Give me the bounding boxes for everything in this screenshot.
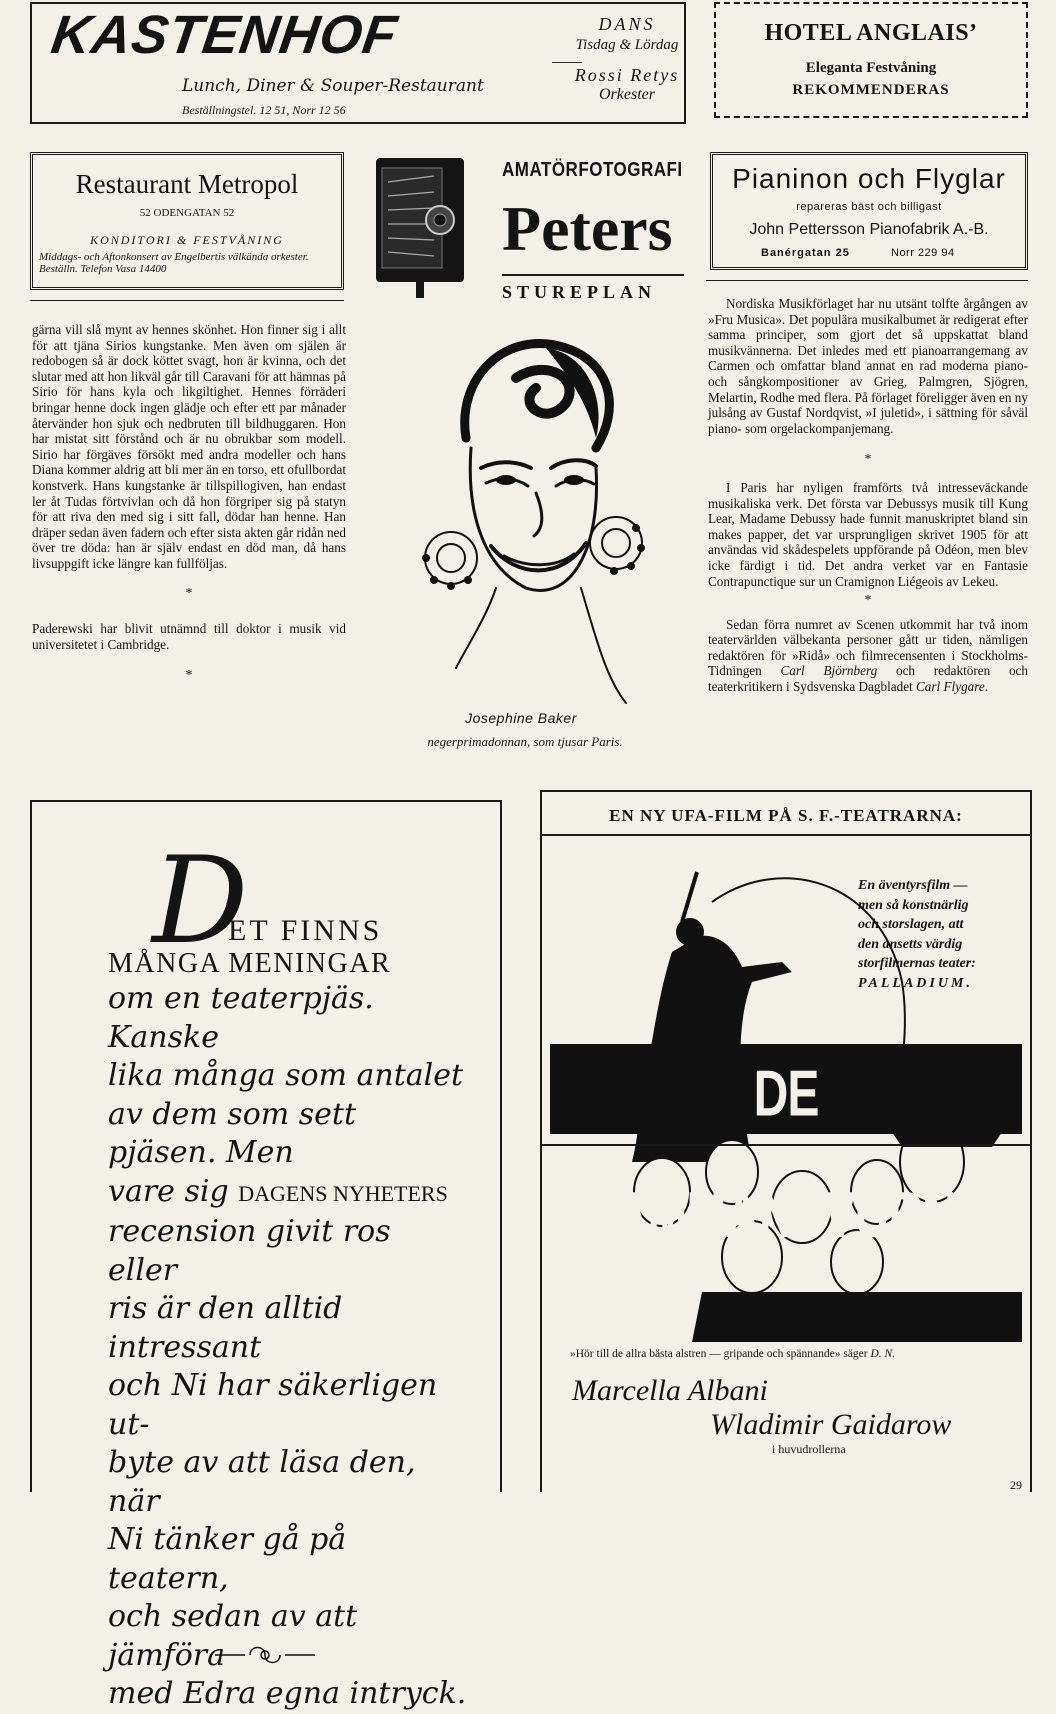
ufa-blurb-line: PALLADIUM.: [858, 975, 973, 991]
metropol-line: KONDITORI & FESTVÅNING: [90, 233, 284, 247]
camera-icon: [368, 152, 474, 300]
film-title: DE SAMMANSVURNA: [582, 1058, 990, 1252]
pianinon-line1: repareras bäst och billigast: [796, 201, 942, 213]
quote-text: »Hör till de allra bästa alstren — gripande och spännande» säger: [570, 1348, 871, 1360]
pianinon-title: Pianinon och Flyglar: [732, 163, 1006, 194]
dn-script-line: om en teaterpjäs. Kanske: [108, 981, 374, 1055]
ufa-header: EN NY UFA-FILM PÅ S. F.-TEATRARNA:: [609, 806, 963, 825]
ufa-quote: [570, 1348, 895, 1360]
article-left-body: gärna vill slå mynt av hennes skönhet. Hon finner sig i allt för att tjäna Sirios kungstanke. Men även om själen är redobogen så är dock köttet svagt, hon är kvinna, och det slutar med att hon likväl går till Caravani för att hämnas på Sirio för hans kyla och likgiltighet. Hennes förräderi bringar henne dock ingen glädje och efter ett par månader återvänder hon sjuk och nedbruten till bildhuggaren. Hon har mistat sitt förstånd och är nu obrukbar som modell. Sirio har förgäves försökt med andra modeller och hans Diana kommer aldrig att bli mer än en torso, ett ofullbordat konstverk. Hans kungstanke är tillspillogiven, han endast ler åt Tudas förtvivlan och då hon förgriper sig på statyn för att riva den med sig i sitt fall, dödar han henne. Han dräper sedan även fadern och efter sista akten går ridån ned över tre döda: han är själv endast en död man, då hans livsuppgift icke längre kan fullföljas.: [32, 322, 346, 571]
article-right: [708, 296, 1028, 695]
dans-title: DANS: [598, 14, 656, 34]
hotel-anglais-ad: [714, 2, 1028, 118]
ornament-icon: [210, 1640, 320, 1670]
kastenhof-name: KASTENHOF: [47, 5, 402, 65]
pianinon-street: Banérgatan 25: [761, 247, 850, 259]
dn-newspaper-name: DAGENS NYHETERS: [238, 1180, 448, 1206]
peters-name: Peters: [502, 193, 673, 264]
pianinon-line2: John Pettersson Pianofabrik A.-B.: [749, 221, 989, 238]
anglais-line2: REKOMMENDERAS: [792, 82, 950, 98]
dans-orchestra: Orkester: [599, 86, 655, 103]
portrait-caption-name: Josephine Baker: [465, 710, 577, 726]
article-right-p2: I Paris har nyligen framförts två intressevāckande musikaliska verk. Det första var Debussys musik till Kung Lear, Madame Debussy hade funnit manuskriptet bland sin makes papper, det var ursprungligen skrivet 1905 för att användas vid skådespelets uppförande på Odéon, men blev icke färdigt i tid. Det andra verket var en Fantasie Contrapunctique sur un Cramignon Liégeois av Lekeu.: [708, 479, 1028, 589]
dn-script-line: och sedan av att jämföra: [108, 1599, 358, 1673]
star-separator: *: [864, 452, 872, 468]
dn-script-line: byte av att läsa den, när: [108, 1445, 416, 1519]
dn-script-line: [108, 1173, 468, 1214]
dn-script-line: med Edra egna intryck.: [108, 1676, 467, 1711]
p3-text-a: Sedan förra numret av Scenen utkommit har två inom teatervärlden välbekanta personer gått ur tiden, nämligen redaktören för »Ridå» och filmrecensenten i Stockholms-Tidningen: [708, 616, 1028, 679]
metropol-small: Middags- och Aftonkonsert av Engelbertis välkända orkester. Beställn. Telefon Vasa 14400: [39, 251, 309, 275]
metropol-ad: [30, 152, 344, 290]
p3-name-1: Carl Björnberg: [780, 663, 878, 679]
actor-2: Wladimir Gaidarow: [710, 1408, 952, 1441]
pianinon-phone: Norr 229 94: [891, 247, 955, 259]
article-right-p1: Nordiska Musikförlaget har nu utsänt tolfte årgången av »Fru Musica». Det populära musikalbumet är redigerat efter samma principer, som gjort det så uppskattat bland musikvännerna. Det inledes med ett pianoarrangemang av Carmen och omfattar bland annat en rad moderna piano- och sångkompositioner av Grieg, Palmgren, Sjögren, Melartin, Rodhe med flera. På förlaget föreligger även en ny julsång av Gustaf Nordqvist, »I juletid», i sättning för såväl piano- som orgelackompanjemang.: [708, 296, 1028, 436]
dn-script-line: och Ni har säkerligen ut-: [108, 1368, 438, 1442]
quote-source: D. N.: [870, 1348, 896, 1360]
metropol-address: 52 ODENGATAN 52: [139, 207, 235, 219]
anglais-line1: Eleganta Festvåning: [805, 60, 937, 76]
dn-script-4-pre: vare sig: [108, 1173, 229, 1209]
peters-bottom: STUREPLAN: [502, 282, 657, 302]
article-left: [32, 322, 346, 684]
roles-text: i huvudrollerna: [772, 1442, 846, 1456]
pianinon-ad: [710, 152, 1028, 270]
dans-band: Rossi Retys: [574, 65, 680, 85]
paderewski-note: Paderewski har blivit utnämnd till doktor i musik vid universitetet i Cambridge.: [32, 621, 346, 652]
dn-line2: MÅNGA MENINGAR: [108, 948, 392, 979]
peters-ad: [480, 152, 690, 302]
dn-script-line: Ni tänker gå på teatern,: [108, 1522, 347, 1596]
josephine-baker-portrait: [396, 318, 646, 708]
ufa-blurb-line: och storslagen, att: [858, 917, 964, 932]
p3-name-2: Carl Flygare: [916, 679, 985, 695]
ufa-blurb-line: men så konstnärlig: [858, 897, 969, 913]
dagens-nyheter-ad: [30, 800, 502, 1711]
dn-line1: ET FINNS: [228, 914, 383, 947]
dn-initial: D: [152, 832, 249, 971]
ufa-blurb-line: En äventyrsfilm —: [858, 878, 968, 893]
actor-1: Marcella Albani: [572, 1374, 768, 1407]
star-separator: *: [864, 593, 872, 609]
kastenhof-phone: Beställningstel. 12 51, Norr 12 56: [182, 103, 346, 117]
metropol-name: Restaurant Metropol: [75, 169, 299, 199]
star-separator: *: [185, 668, 193, 684]
ufa-blurb-line: den ansetts värdig: [858, 936, 963, 952]
article-right-p3: [708, 617, 1028, 695]
kastenhof-subtitle: Lunch, Diner & Souper-Restaurant: [182, 76, 484, 96]
ufa-film-ad: [540, 790, 1032, 1492]
p3-text-b: och redaktören och teaterkritikern i Sydsvenska Dagbladet: [708, 663, 1028, 695]
star-separator: *: [185, 585, 193, 601]
dn-script-line: recension givit ros eller: [108, 1214, 391, 1288]
p3-text-c: .: [984, 679, 989, 695]
dans-days: Tisdag & Lördag: [575, 37, 679, 53]
kastenhof-ad: [30, 2, 686, 124]
page-number: 29: [1010, 1478, 1022, 1492]
dn-script-line: lika många som antalet: [108, 1058, 464, 1093]
dn-script-line: ris är den alltid intressant: [108, 1291, 343, 1365]
portrait-caption-desc: negerprimadonnan, som tjusar Paris.: [427, 734, 623, 749]
dn-script-line: av dem som sett pjäsen. Men: [108, 1096, 357, 1170]
peters-top: AMATÖRFOTOGRAFI: [502, 158, 683, 181]
anglais-name: HOTEL ANGLAIS’: [764, 20, 978, 46]
ufa-blurb-line: storfilmernas teater:: [858, 956, 976, 971]
